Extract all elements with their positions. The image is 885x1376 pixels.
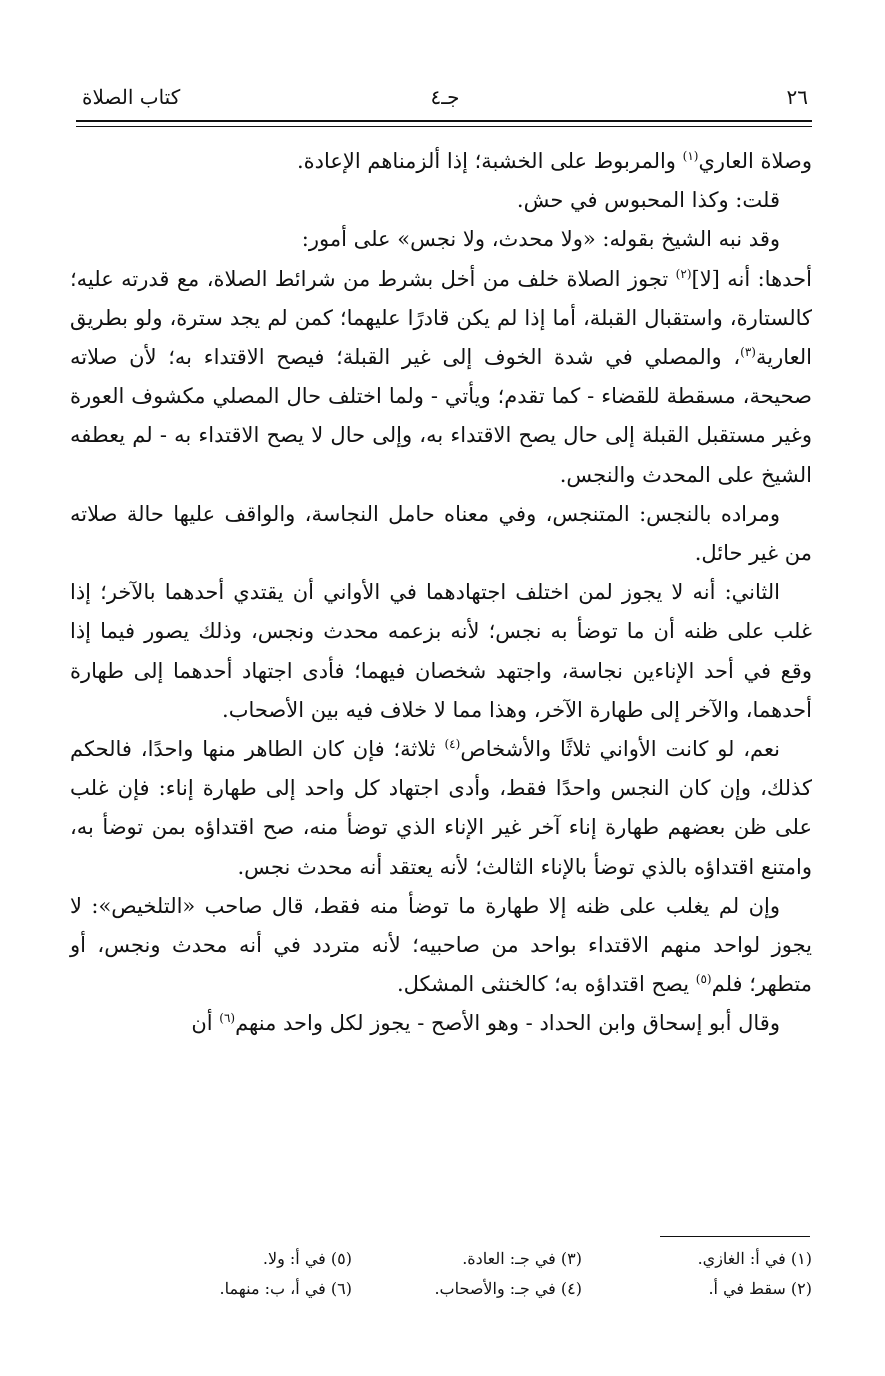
paragraph-6: الثاني: أنه لا يجوز لمن اختلف اجتهادهما في الأواني أن يقتدي أحدهما بالآخر؛ إذا غلب على ظنه أن ما توضأ به نجس؛ لأنه بزعمه محدث ونجس، وذلك يصور فيما إذا وقع في أحد الإناءين نجاسة، واجتهد شخصان فيهما؛ فأدى اجتهاد أحدهما إلى طهارة أحدهما، والآخر إلى طهارة الآخر، وهذا مما لا خلاف فيه بين الأصحاب. [70, 580, 812, 722]
footnote-row [120, 1274, 812, 1304]
paragraph-9: وقال أبو إسحاق وابن الحداد - وهو الأصح - يجوز لكل واحد منهم$^{(٦)}$ أن [191, 1011, 780, 1036]
running-header [82, 78, 808, 118]
footnote-4: (٤) في جـ: والأصحاب. [434, 1279, 582, 1298]
footnote-6: (٦) في أ، ب: منهما. [219, 1279, 352, 1298]
paragraph-3: وقد نبه الشيخ بقوله: «ولا محدث، ولا نجس» على أمور: [301, 227, 780, 252]
paragraph-7: نعم، لو كانت الأواني ثلاثًا والأشخاص$^{(٤)}$ ثلاثة؛ فإن كان الطاهر منها واحدًا، فالحكم كذلك، وإن كان النجس واحدًا فقط، وأدى اجتهاد كل واحد إلى طهارة إناء: فإن غلب على ظن بعضهم طهارة إناء آخر غير الإناء الذي توضأ منه، صح اقتداؤه بمن توضأ به، وامتنع اقتداؤه بالذي توضأ بالإناء الثالث؛ لأنه يعتقد أنه محدث نجس. [70, 737, 812, 879]
paragraph-5: ومراده بالنجس: المتنجس، وفي معناه حامل النجاسة، والواقف عليها حالة صلاته من غير حائل. [70, 501, 812, 566]
header-rule-thin [76, 126, 812, 127]
main-text [70, 142, 812, 1044]
paragraph-2: قلت: وكذا المحبوس في حش. [516, 188, 780, 213]
footnote-3: (٣) في جـ: العادة. [462, 1249, 582, 1268]
footnote-5: (٥) في أ: ولا. [262, 1249, 352, 1268]
footnotes [120, 1244, 812, 1304]
footnote-separator [660, 1236, 810, 1237]
footnote-ref: (١) [682, 149, 699, 163]
footnote-ref: (٢) [675, 266, 692, 281]
volume-number: جـ٤ [430, 85, 460, 109]
footnote-2: (٢) سقط في أ. [708, 1279, 812, 1298]
footnote-1: (١) في أ: الغازي. [697, 1249, 812, 1268]
footnote-ref: (٥) [695, 972, 712, 987]
paragraph-8: وإن لم يغلب على ظنه إلا طهارة ما توضأ منه فقط، قال صاحب «التلخيص»: لا يجوز لواحد منهم الاقتداء بواحد من صاحبيه؛ لأنه متردد في أنه محدث ونجس، أو متطهر؛ فلم$^{(٥)}$ يصح اقتداؤه به؛ كالخنثى المشكل. [70, 893, 812, 997]
footnote-row [120, 1244, 812, 1274]
paragraph-1: وصلاة العاري$^{(١)}$ والمربوط على الخشبة؛ إذا ألزمناهم الإعادة. [296, 149, 812, 173]
footnote-ref: (٣) [740, 345, 756, 360]
paragraph-4: أحدها: أنه [لا]$^{(٢)}$ تجوز الصلاة خلف من أخل بشرط من شرائط الصلاة، مع قدرته عليه؛ كالستارة، واستقبال القبلة، أما إذا لم يكن قادرًا عليهما؛ كمن لم يجد سترة، ولو بطريق العارية$^{(٣)}$، والمصلي في شدة الخوف إلى غير القبلة؛ فيصح الاقتداء به؛ لأن صلاته صحيحة، مسقطة للقضاء - كما تقدم؛ ويأتي - ولما اختلف حال المصلي مكشوف العورة وغير مستقبل القبلة إلى حال يصح الاقتداء به، وإلى حال لا يصح الاقتداء به - لم يعطفه الشيخ على المحدث والنجس. [70, 266, 812, 487]
page-number: ٢٦ [786, 85, 808, 109]
footnote-ref: (٦) [219, 1011, 236, 1026]
footnote-ref: (٤) [444, 737, 461, 752]
book-title: كتاب الصلاة [82, 85, 181, 109]
header-rule-thick [76, 120, 812, 122]
